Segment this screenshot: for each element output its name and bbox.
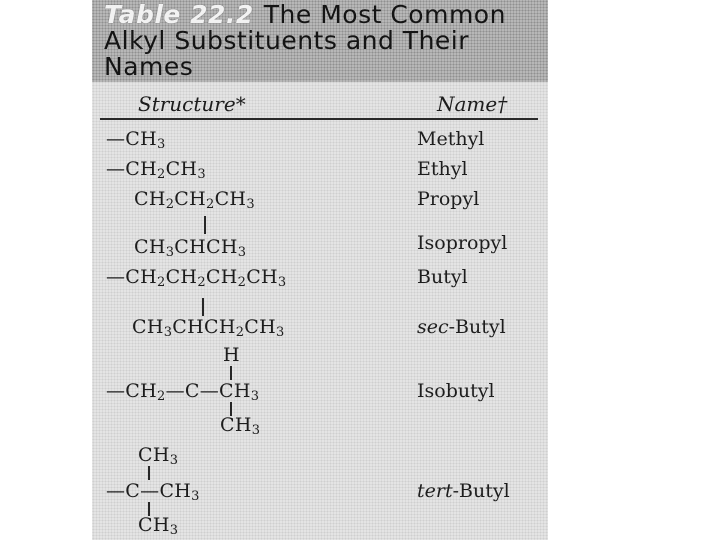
- bond-line-tert-butyl-top: [148, 466, 150, 480]
- name-suffix-tert: -Butyl: [452, 480, 510, 502]
- bond-line-sec-butyl: [202, 298, 204, 316]
- name-isopropyl: Isopropyl: [417, 232, 508, 254]
- structure-isopropyl: $CH_3CHCH_3$: [134, 236, 247, 260]
- name-methyl: Methyl: [417, 128, 485, 150]
- table-title-band: [92, 0, 548, 82]
- structure-isobutyl: $—CH_2—C—CH_3$: [106, 380, 260, 404]
- table-title-line-2: Alkyl Substituents and Their: [104, 26, 470, 55]
- name-suffix-sec: -Butyl: [448, 316, 506, 338]
- atom-h-isobutyl: H: [223, 344, 240, 366]
- structure-ethyl: $—CH_2CH_3$: [106, 158, 206, 182]
- name-sec-butyl: [417, 316, 506, 338]
- structure-methyl: $—CH_3$: [106, 128, 166, 152]
- column-header-name: Name†: [437, 92, 508, 116]
- table-title-line-3: Names: [104, 52, 194, 81]
- name-isobutyl: Isobutyl: [417, 380, 495, 402]
- structure-propyl: $CH_2CH_2CH_3$: [134, 188, 255, 212]
- column-header-structure: Structure*: [138, 92, 246, 116]
- table-title-line-1: [104, 2, 506, 28]
- header-rule: [100, 118, 538, 120]
- name-propyl: Propyl: [417, 188, 480, 210]
- name-butyl: Butyl: [417, 266, 468, 288]
- bond-line-isopropyl: [204, 216, 206, 234]
- table-number-label: Table 22.2: [104, 0, 254, 29]
- structure-sec-butyl: $CH_3CHCH_2CH_3$: [132, 316, 285, 340]
- structure-tert-butyl: $—C—CH_3$: [106, 480, 200, 504]
- methyl-top-tert-butyl: $CH_3$: [138, 444, 179, 468]
- scanned-table-page: [92, 0, 548, 540]
- bond-line-isobutyl-top: [230, 366, 232, 380]
- name-prefix-sec: sec: [417, 316, 449, 338]
- name-ethyl: Ethyl: [417, 158, 468, 180]
- name-prefix-tert: tert: [417, 480, 453, 502]
- methyl-bottom-tert-butyl: $CH_3$: [138, 514, 179, 538]
- structure-butyl: $—CH_2CH_2CH_2CH_3$: [106, 266, 287, 290]
- table-title-text-1: The Most Common: [263, 0, 506, 29]
- methyl-branch-isobutyl: $CH_3$: [220, 414, 261, 438]
- name-tert-butyl: [417, 480, 510, 502]
